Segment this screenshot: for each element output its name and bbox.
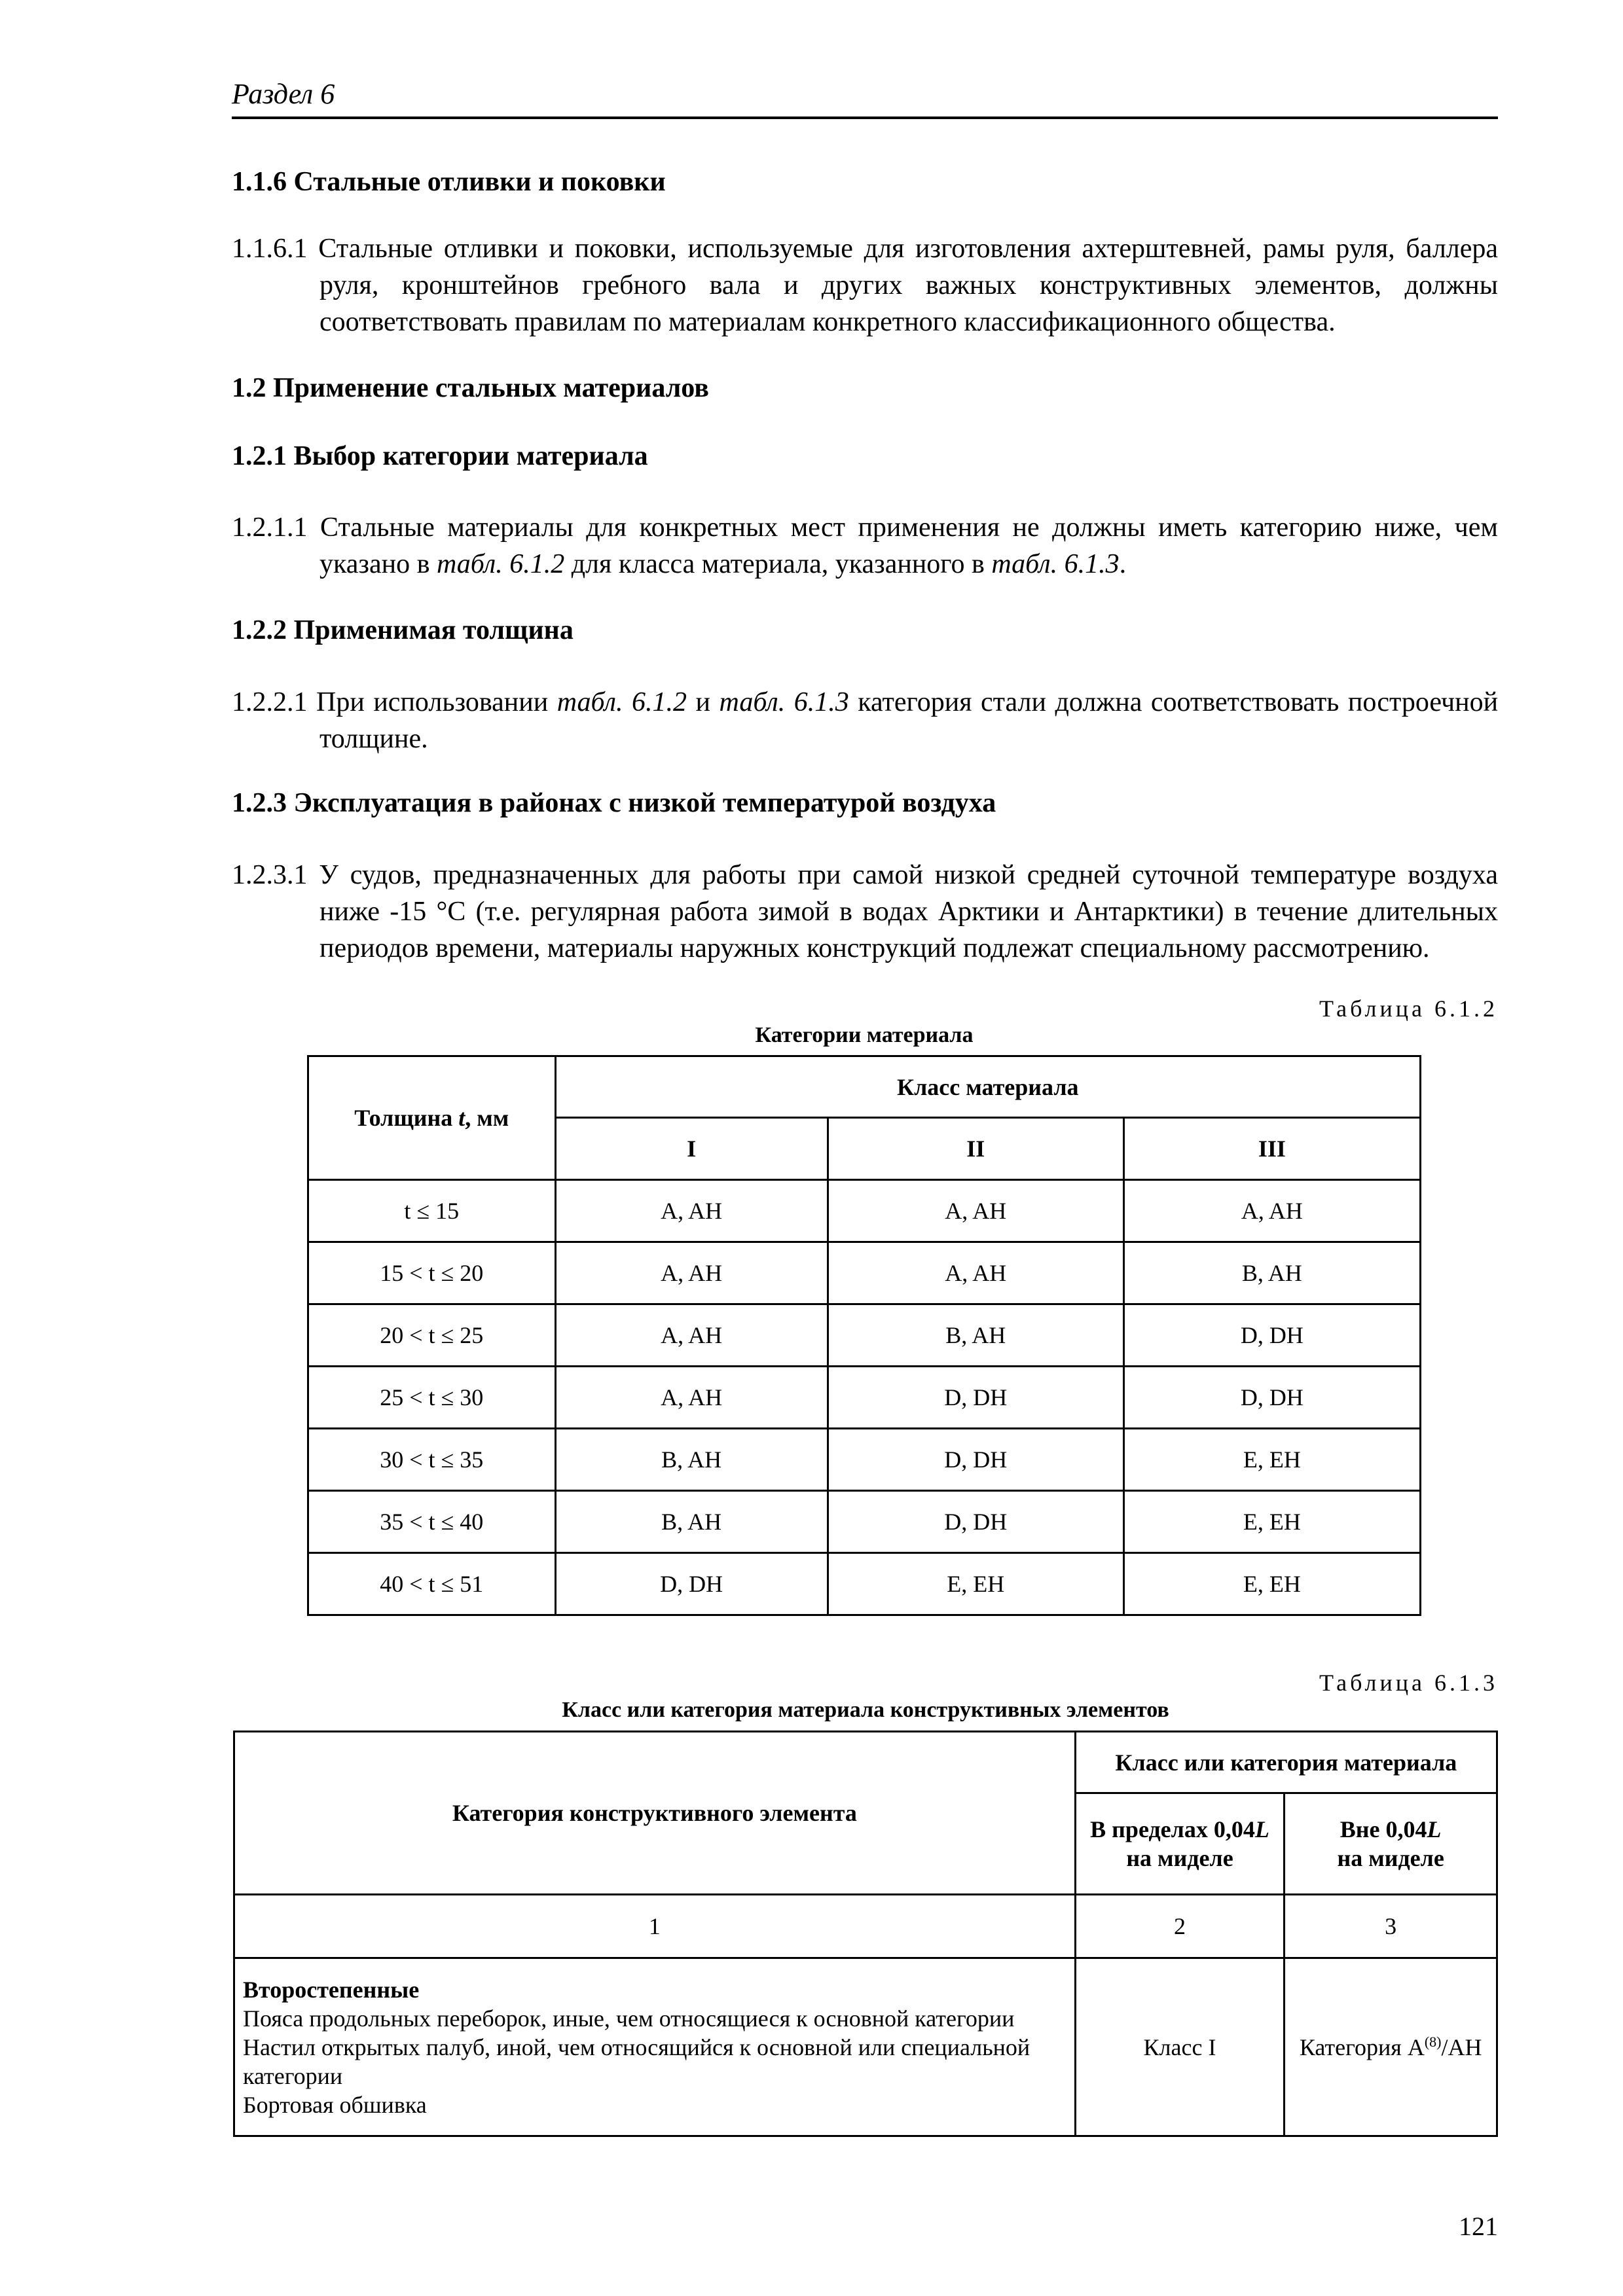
table-title: Категории материала [755, 1023, 974, 1047]
thickness-header: Толщина t, мм [308, 1056, 556, 1180]
material-category-table [307, 1055, 1421, 1616]
category-cell: E, EH [1123, 1553, 1420, 1615]
paragraph-1-1-6-1 [232, 230, 1498, 340]
category-cell: E, EH [1123, 1491, 1420, 1553]
table-reference: табл. 6.1.2 [556, 687, 687, 717]
within-midship-header: В пределах 0,04L на миделе [1075, 1793, 1285, 1895]
table-reference: табл. 6.1.3 [991, 549, 1120, 579]
para-number: 1.1.6.1 [232, 234, 308, 264]
paragraph-1-2-3-1 [232, 857, 1498, 967]
para-text: для класса материала, указанного в [571, 549, 985, 579]
category-cell: D, DH [828, 1367, 1123, 1429]
heading-1-2-2: 1.2.2 Применимая толщина [232, 615, 574, 645]
category-cell: A, AH [828, 1242, 1123, 1304]
table-number: Таблица 6.1.3 [1319, 1670, 1498, 1696]
element-item: Пояса продольных переборок, иные, чем относящиеся к основной категории [243, 2005, 1015, 2032]
para-text: У судов, предназначенных для работы при самой низкой средней суточной температуре воздуха ниже -15 °C (т.е. регулярная работа зимой в водах Арктики и Антарктики) в течение длительных периодов времени, материалы наружных конструкций подлежат специальному рассмотрению. [319, 860, 1499, 963]
category-cell: E, EH [1123, 1429, 1420, 1491]
category-cell: A, AH [555, 1242, 828, 1304]
thickness-cell: 40 < t ≤ 51 [308, 1553, 556, 1615]
table-row [308, 1429, 1421, 1491]
heading-1-2: 1.2 Применение стальных материалов [232, 373, 709, 403]
page-number: 121 [1459, 2212, 1498, 2241]
heading-1-2-1: 1.2.1 Выбор категории материала [232, 441, 648, 471]
category-cell: B, AH [828, 1304, 1123, 1367]
thickness-cell: 30 < t ≤ 35 [308, 1429, 556, 1491]
category-name: Второстепенные [243, 1976, 420, 2003]
table-row [308, 1180, 1421, 1242]
category-cell: B, AH [555, 1429, 828, 1491]
within-value: Класс I [1075, 1958, 1285, 2136]
outside-midship-header: Вне 0,04L на миделе [1285, 1793, 1497, 1895]
table-row [308, 1304, 1421, 1367]
element-category-header: Категория конструктивного элемента [234, 1732, 1076, 1895]
element-item: Бортовая обшивка [243, 2091, 427, 2118]
thickness-cell: 25 < t ≤ 30 [308, 1367, 556, 1429]
thickness-cell: t ≤ 15 [308, 1180, 556, 1242]
table-number: Таблица 6.1.2 [1319, 996, 1498, 1022]
structural-element-table [233, 1731, 1498, 2137]
category-cell: A, AH [828, 1180, 1123, 1242]
category-cell: A, AH [555, 1304, 828, 1367]
column-number: 1 [234, 1895, 1076, 1958]
category-cell: D, DH [1123, 1304, 1420, 1367]
para-text: . [1119, 549, 1127, 579]
category-cell: B, AH [555, 1491, 828, 1553]
table-reference: табл. 6.1.3 [719, 687, 849, 717]
table-title: Класс или категория материала конструктивных элементов [562, 1698, 1169, 1722]
material-class-header: Класс или категория материала [1075, 1732, 1497, 1793]
category-cell: D, DH [1123, 1367, 1420, 1429]
column-number: 2 [1075, 1895, 1285, 1958]
para-number: 1.2.2.1 [232, 687, 308, 717]
class-ii-header: II [828, 1118, 1123, 1180]
category-cell: D, DH [828, 1491, 1123, 1553]
table-row [308, 1491, 1421, 1553]
category-cell: A, AH [555, 1367, 828, 1429]
element-item: Настил открытых палуб, иной, чем относящийся к основной или специальной категории [243, 2034, 1030, 2089]
heading-1-2-3: 1.2.3 Эксплуатация в районах с низкой температурой воздуха [232, 788, 996, 818]
table-row [234, 1958, 1497, 2136]
class-header: Класс материала [555, 1056, 1420, 1118]
category-cell: E, EH [828, 1553, 1123, 1615]
para-text: категория стали должна соответствовать построечной толщине. [319, 687, 1499, 754]
category-cell: A, AH [555, 1180, 828, 1242]
para-text: и [695, 687, 710, 717]
outside-value: Категория $A^{(8)}/AH$ [1285, 1958, 1497, 2136]
category-cell: A, AH [1123, 1180, 1420, 1242]
table-row [308, 1242, 1421, 1304]
table-row [308, 1367, 1421, 1429]
thickness-cell: 35 < t ≤ 40 [308, 1491, 556, 1553]
table-reference: табл. 6.1.2 [436, 549, 565, 579]
column-number: 3 [1285, 1895, 1497, 1958]
category-cell: B, AH [1123, 1242, 1420, 1304]
thickness-cell: 20 < t ≤ 25 [308, 1304, 556, 1367]
section-header: Раздел 6 [232, 78, 335, 110]
header-rule [232, 117, 1498, 119]
para-text: При использовании [316, 687, 549, 717]
table-row [308, 1553, 1421, 1615]
heading-1-1-6: 1.1.6 Стальные отливки и поковки [232, 167, 666, 197]
category-cell: D, DH [828, 1429, 1123, 1491]
category-cell: D, DH [555, 1553, 828, 1615]
para-number: 1.2.1.1 [232, 512, 308, 543]
para-text: Стальные отливки и поковки, используемые для изготовления ахтерштевней, рамы руля, баллера руля, кронштейнов гребного вала и других важных конструктивных элементов, должны соответствовать правилам по материалам конкретного классификационного общества. [318, 234, 1499, 337]
class-iii-header: III [1123, 1118, 1420, 1180]
class-i-header: I [555, 1118, 828, 1180]
thickness-cell: 15 < t ≤ 20 [308, 1242, 556, 1304]
para-text: Стальные материалы для конкретных мест применения не должны иметь категорию ниже, чем указано в [319, 512, 1498, 579]
paragraph-1-2-2-1 [232, 684, 1498, 757]
element-list-cell [234, 1958, 1076, 2136]
paragraph-1-2-1-1 [232, 509, 1498, 583]
para-number: 1.2.3.1 [232, 860, 308, 890]
